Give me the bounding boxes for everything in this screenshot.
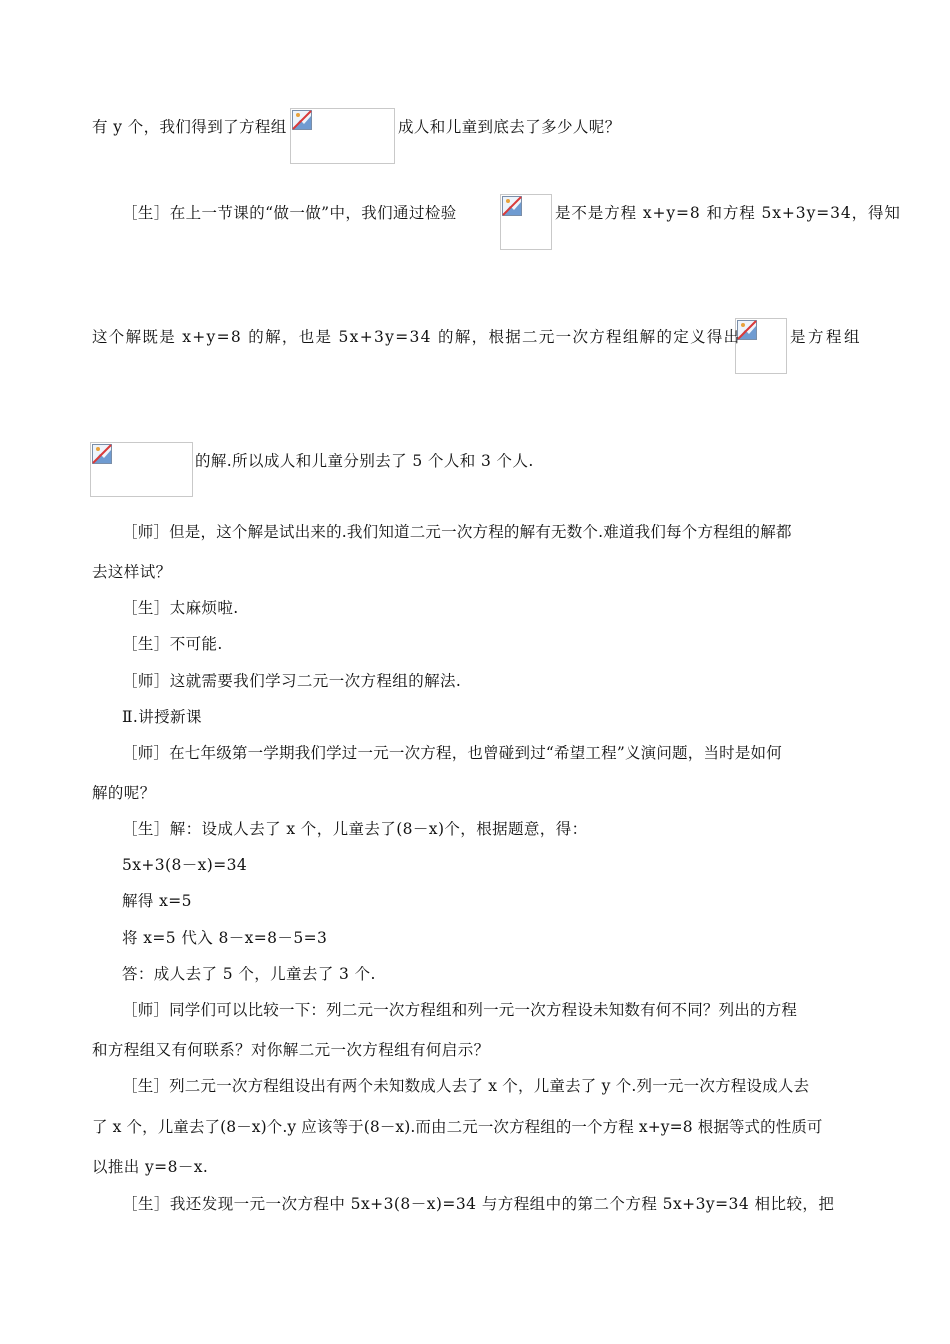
paragraph-line: 以推出 y=8－x.: [92, 1158, 209, 1176]
broken-image-icon: [92, 444, 112, 464]
paragraph-line: ［生］不可能.: [122, 635, 223, 653]
paragraph-line: 是不是方程 x+y=8 和方程 5x+3y=34，得知: [555, 204, 901, 222]
broken-image-equation-system-2: [90, 442, 193, 497]
broken-image-solution-2: [735, 318, 787, 374]
paragraph-line: ［师］但是，这个解是试出来的.我们知道二元一次方程的解有无数个.难道我们每个方程组的解都: [122, 523, 792, 541]
paragraph-line: ［师］在七年级第一学期我们学过一元一次方程，也曾碰到过“希望工程”义演问题，当时是如何: [122, 744, 782, 762]
broken-image-icon: [502, 196, 522, 216]
paragraph-line: 这个解既是 x+y=8 的解，也是 5x+3y=34 的解，根据二元一次方程组解的定义得出: [92, 328, 741, 346]
equation-line: 解得 x=5: [122, 892, 192, 910]
paragraph-line: 解的呢？: [92, 784, 156, 802]
paragraph-line: ［生］列二元一次方程组设出有两个未知数成人去了 x 个，儿童去了 y 个.列一元一次方程设成人去: [122, 1077, 810, 1095]
paragraph-line: 是方程组: [790, 328, 863, 346]
paragraph-line: 答：成人去了 5 个，儿童去了 3 个.: [122, 965, 376, 983]
paragraph-line: ［生］在上一节课的“做一做”中，我们通过检验: [122, 204, 457, 222]
broken-image-equation-system: [290, 108, 395, 164]
paragraph-line: ［生］太麻烦啦.: [122, 599, 239, 617]
paragraph-line: 和方程组又有何联系？对你解二元一次方程组有何启示？: [92, 1041, 490, 1059]
paragraph-line: 的解.所以成人和儿童分别去了 5 个人和 3 个人.: [195, 452, 534, 470]
paragraph-line: ［师］同学们可以比较一下：列二元一次方程组和列一元一次方程设未知数有何不同？列出的方程: [122, 1001, 798, 1019]
broken-image-solution-1: [500, 194, 552, 250]
section-heading: Ⅱ.讲授新课: [122, 708, 202, 726]
paragraph-line: ［生］解：设成人去了 x 个，儿童去了(8－x)个，根据题意，得：: [122, 820, 588, 838]
broken-image-icon: [292, 110, 312, 130]
paragraph-line: 去这样试？: [92, 563, 172, 581]
paragraph-line: 了 x 个，儿童去了(8－x)个.y 应该等于(8－x).而由二元一次方程组的一个方程 x+y=8 根据等式的性质可: [92, 1118, 823, 1136]
paragraph-line: ［师］这就需要我们学习二元一次方程组的解法.: [122, 672, 462, 690]
paragraph-line: 成人和儿童到底去了多少人呢？: [398, 118, 621, 136]
equation-line: 5x+3(8－x)=34: [122, 856, 248, 874]
paragraph-line: 有 y 个，我们得到了方程组: [92, 118, 287, 136]
equation-line: 将 x=5 代入 8－x=8－5=3: [122, 929, 328, 947]
paragraph-line: ［生］我还发现一元一次方程中 5x+3(8－x)=34 与方程组中的第二个方程 5x+3y=34 相比较，把: [122, 1195, 835, 1213]
